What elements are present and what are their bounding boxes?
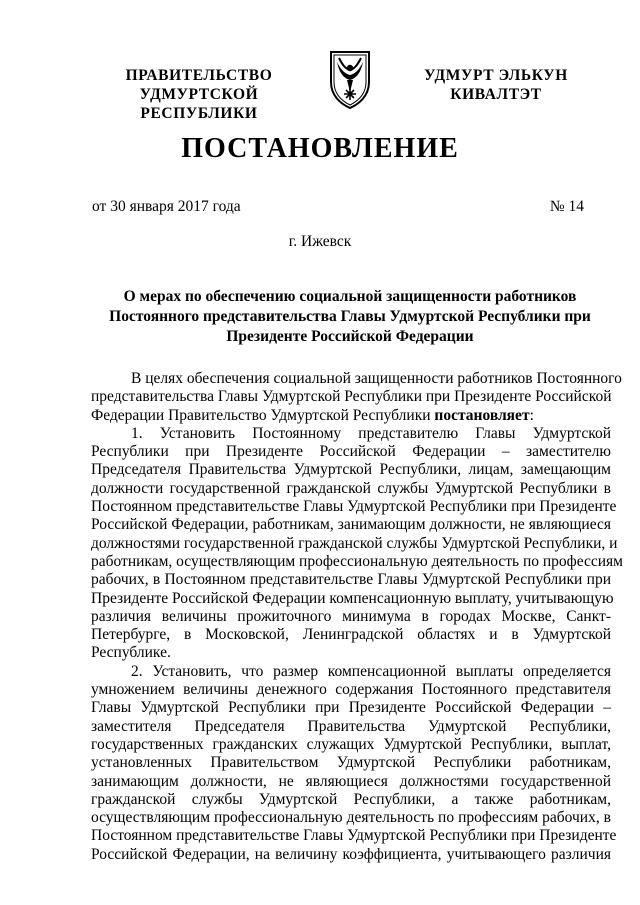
document-date: от 30 января 2017 года — [92, 198, 241, 215]
paragraph-2-line: гражданской службы Удмуртской Республики, а также работникам, — [91, 790, 611, 808]
paragraph-1-line: рабочих, в Постоянном представительстве Главы Удмуртской Республики при — [91, 571, 611, 589]
paragraph-1-line: Республики при Президенте Российской Федерации – заместителю — [91, 443, 611, 461]
paragraph-2-line: заместителя Председателя Правительства Удмуртской Республики, — [91, 717, 611, 735]
udmurt-coat-of-arms-icon — [325, 48, 375, 110]
document-city: г. Ижевск — [288, 233, 352, 250]
document-number: № 14 — [549, 198, 584, 215]
paragraph-2-line: 2. Установить, что размер компенсационной выплаты определяется — [131, 662, 611, 680]
paragraph-2-line: осуществляющим профессиональную деятельность по профессиям рабочих, в — [91, 809, 611, 827]
document-type-title: ПОСТАНОВЛЕНИЕ — [181, 133, 459, 164]
paragraph-1-line: Постоянном представительстве Главы Удмуртской Республики при Президенте — [91, 498, 617, 516]
paragraph-2-line: Постоянном представительстве Главы Удмуртской Республики при Президенте — [91, 827, 617, 845]
issuer-udmurt-line1: УДМУРТ ЭЛЬКУН — [424, 67, 568, 84]
paragraph-1-line: 1. Установить Постоянному представителю Главы Удмуртской — [131, 424, 611, 442]
document-heading — [90, 287, 610, 347]
document-heading-line2: Постоянного представительства Главы Удмуртской Республики при — [109, 308, 591, 325]
preamble-line — [91, 407, 611, 425]
paragraph-2-line: государственных гражданских служащих Удмуртской Республики, выплат, — [91, 735, 611, 753]
paragraph-1-line: работникам, осуществляющим профессиональную деятельность по профессиям — [91, 552, 623, 570]
preamble-text: Федерации Правительство Удмуртской Республики — [91, 406, 431, 424]
preamble-line: представительства Главы Удмуртской Республики при Президенте Российской — [91, 388, 612, 406]
issuer-russian-line2: УДМУРТСКОЙ РЕСПУБЛИКИ — [139, 86, 259, 122]
preamble-line: В целях обеспечения социальной защищенности работников Постоянного — [131, 370, 622, 387]
document-heading-line3: Президенте Российской Федерации — [226, 328, 474, 345]
paragraph-1-line: Председателя Правительства Удмуртской Республики, лицам, замещающим — [91, 461, 611, 479]
paragraph-2-line: установленных Правительством Удмуртской Республики работникам, — [91, 754, 611, 772]
paragraph-1-line: Республике. — [91, 644, 171, 662]
document-heading-line1: О мерах по обеспечению социальной защищенности работников — [123, 288, 577, 305]
document-body — [91, 370, 623, 864]
issuer-udmurt-line2: КИВАЛТЭТ — [450, 86, 542, 103]
paragraph-1-line: Петербурге, в Московской, Ленинградской областях и в Удмуртской — [91, 626, 611, 644]
paragraph-2-line: Главы Удмуртской Республики при Президенте Российской Федерации – — [91, 699, 611, 717]
paragraph-1-line: должностями государственной гражданской службы Удмуртской Республики, и — [91, 534, 618, 552]
issuer-russian — [86, 66, 312, 123]
paragraph-1-line: Российской Федерации, работникам, занимающим должности, не являющиеся — [91, 516, 611, 534]
preamble-colon: : — [529, 406, 534, 424]
decree-keyword: постановляет — [434, 406, 530, 424]
paragraph-2-line: умножением величины денежного содержания Постоянного представителя — [91, 681, 611, 699]
issuer-russian-line1: ПРАВИТЕЛЬСТВО — [125, 67, 273, 84]
paragraph-2-line: занимающим должности, не являющиеся должностями государственной — [91, 772, 611, 790]
paragraph-2-line: Российской Федерации, на величину коэффициента, учитывающего различия — [91, 845, 611, 863]
paragraph-1-line: Президенте Российской Федерации компенсационную выплату, учитывающую — [91, 589, 614, 607]
issuer-udmurt — [416, 66, 576, 104]
paragraph-1-line: различия величины прожиточного минимума в городах Москве, Санкт- — [91, 607, 611, 625]
paragraph-1-line: должности государственной гражданской службы Удмуртской Республики в — [91, 479, 611, 497]
